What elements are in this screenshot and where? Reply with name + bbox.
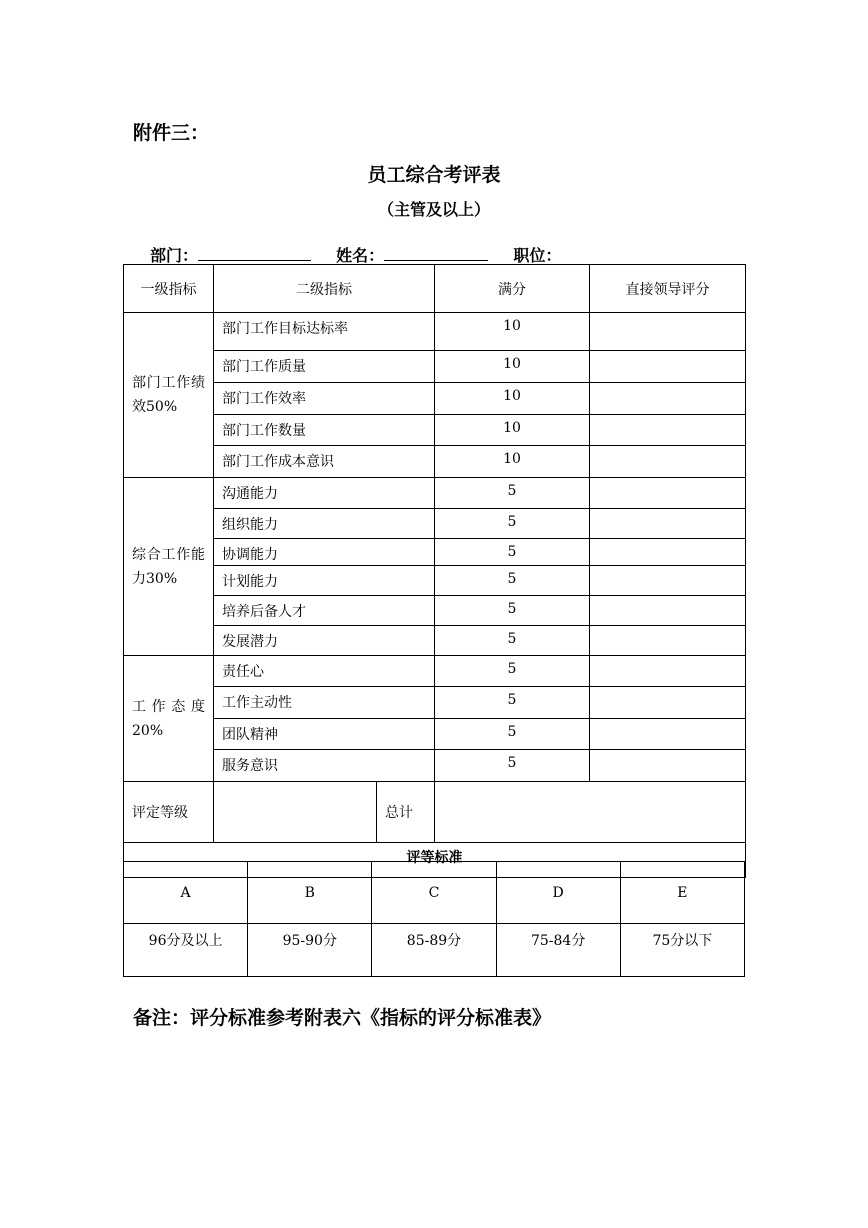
indicator-name: 组织能力 <box>214 509 435 539</box>
full-score: 10 <box>435 446 590 478</box>
full-score: 5 <box>435 719 590 750</box>
table-row <box>124 415 746 446</box>
name-field[interactable] <box>384 243 488 261</box>
grade-letter: A <box>124 862 248 924</box>
table-row <box>124 383 746 415</box>
standard-title: 评等标准 <box>124 843 746 878</box>
rating-cell[interactable] <box>214 782 377 843</box>
full-score: 5 <box>435 656 590 687</box>
grade-range-row <box>124 924 745 977</box>
table-row <box>124 566 746 596</box>
grade-letter: C <box>372 862 496 924</box>
indicator-name: 部门工作成本意识 <box>214 446 435 478</box>
leader-score-cell[interactable] <box>590 313 746 351</box>
grade-range: 75分以下 <box>620 924 744 977</box>
leader-score-cell[interactable] <box>590 719 746 750</box>
full-score: 10 <box>435 383 590 415</box>
table-row <box>124 656 746 687</box>
total-label: 总计 <box>377 782 435 843</box>
table-row <box>124 351 746 383</box>
grade-range: 95-90分 <box>248 924 372 977</box>
note: 备注：评分标准参考附表六《指标的评分标准表》 <box>133 1007 552 1029</box>
table-row <box>124 446 746 478</box>
leader-score-cell[interactable] <box>590 626 746 656</box>
header-full-score: 满分 <box>435 265 590 313</box>
grade-range: 75-84分 <box>496 924 620 977</box>
category-performance: 部门工作绩效50% <box>124 313 214 478</box>
indicator-name: 发展潜力 <box>214 626 435 656</box>
leader-score-cell[interactable] <box>590 415 746 446</box>
header-level2: 二级指标 <box>214 265 435 313</box>
indicator-name: 沟通能力 <box>214 478 435 509</box>
indicator-name: 部门工作目标达标率 <box>214 313 435 351</box>
table-row <box>124 539 746 566</box>
table-row <box>124 313 746 351</box>
leader-score-cell[interactable] <box>590 750 746 782</box>
grade-letter: D <box>496 862 620 924</box>
leader-score-cell[interactable] <box>590 351 746 383</box>
grade-letter-row <box>124 862 745 924</box>
name-label: 姓名： <box>336 246 385 265</box>
department-field[interactable] <box>198 243 311 261</box>
indicator-name: 计划能力 <box>214 566 435 596</box>
form-title: 员工综合考评表 <box>367 164 501 186</box>
table-row <box>124 687 746 719</box>
evaluation-table <box>123 264 746 878</box>
total-cell[interactable] <box>435 782 746 843</box>
indicator-name: 工作主动性 <box>214 687 435 719</box>
full-score: 5 <box>435 539 590 566</box>
indicator-name: 团队精神 <box>214 719 435 750</box>
leader-score-cell[interactable] <box>590 509 746 539</box>
full-score: 5 <box>435 478 590 509</box>
indicator-name: 协调能力 <box>214 539 435 566</box>
leader-score-cell[interactable] <box>590 566 746 596</box>
leader-score-cell[interactable] <box>590 596 746 626</box>
table-row <box>124 750 746 782</box>
leader-score-cell[interactable] <box>590 478 746 509</box>
header-leader-score: 直接领导评分 <box>590 265 746 313</box>
grade-standard-table <box>123 861 745 977</box>
indicator-name: 服务意识 <box>214 750 435 782</box>
category-ability: 综合工作能力30% <box>124 478 214 656</box>
position-label: 职位： <box>513 246 562 265</box>
table-row <box>124 478 746 509</box>
grade-letter: E <box>620 862 744 924</box>
indicator-name: 培养后备人才 <box>214 596 435 626</box>
table-header-row <box>124 265 746 313</box>
header-level1: 一级指标 <box>124 265 214 313</box>
indicator-name: 部门工作效率 <box>214 383 435 415</box>
leader-score-cell[interactable] <box>590 539 746 566</box>
indicator-name: 部门工作质量 <box>214 351 435 383</box>
rating-row <box>124 782 746 843</box>
category-attitude: 工作态度20% <box>124 656 214 782</box>
full-score: 10 <box>435 313 590 351</box>
grade-range: 96分及以上 <box>124 924 248 977</box>
full-score: 5 <box>435 687 590 719</box>
full-score: 5 <box>435 566 590 596</box>
leader-score-cell[interactable] <box>590 446 746 478</box>
full-score: 10 <box>435 415 590 446</box>
indicator-name: 责任心 <box>214 656 435 687</box>
full-score: 10 <box>435 351 590 383</box>
form-subtitle: （主管及以上） <box>377 200 490 219</box>
table-row <box>124 596 746 626</box>
full-score: 5 <box>435 509 590 539</box>
department-label: 部门： <box>150 246 199 265</box>
leader-score-cell[interactable] <box>590 383 746 415</box>
full-score: 5 <box>435 750 590 782</box>
leader-score-cell[interactable] <box>590 656 746 687</box>
full-score: 5 <box>435 626 590 656</box>
form-header-fields <box>150 243 561 266</box>
grade-letter: B <box>248 862 372 924</box>
full-score: 5 <box>435 596 590 626</box>
table-row <box>124 509 746 539</box>
rating-label: 评定等级 <box>124 782 214 843</box>
grade-range: 85-89分 <box>372 924 496 977</box>
indicator-name: 部门工作数量 <box>214 415 435 446</box>
table-row <box>124 626 746 656</box>
table-row <box>124 719 746 750</box>
leader-score-cell[interactable] <box>590 687 746 719</box>
annex-label: 附件三： <box>133 122 210 144</box>
